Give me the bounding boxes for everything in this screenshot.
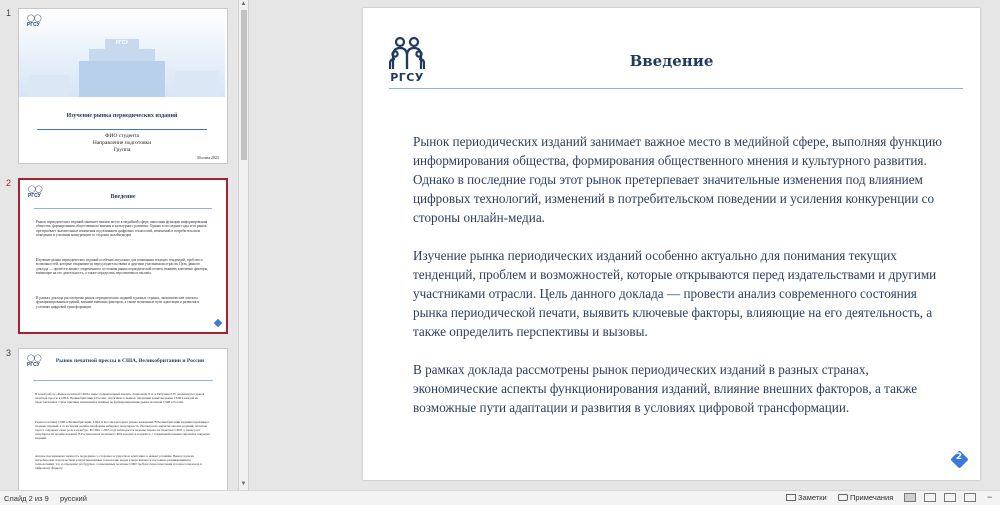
logo-people-icon: ◯◯ — [27, 355, 41, 362]
body-paragraph: В рамках доклада рассмотрены рынок периодических изданий в разных странах, экономические аспекты функционирования изданий, влияние внешних факторов, а также возможные пути адаптации и развития в условиях цифровой трансформации. — [413, 362, 918, 415]
comments-icon — [838, 494, 848, 501]
page-number-badge — [950, 450, 968, 468]
scrollbar-thumb[interactable] — [241, 10, 247, 160]
slide-canvas[interactable] — [363, 8, 980, 480]
body-paragraph: Изучение рынка периодических изданий особенно актуально для понимания текущих тенденций, проблем и возможностей, которые открываются перед издательствами и другими участниками отрасли. Цель данного доклада — провести анализ современного состояния рынка периодической печати, выявить ключевые факторы, влияющие на его деятельность, а также определить перспективы и вызовы. — [413, 248, 937, 339]
thumb-paragraph: Рынок периодических изданий занимает важное место в медийной сфере, выполняя функцию информирования общества, формирования общественного мнения и культурного развития. Однако в последние годы этот рынок претерпевает значительные изменения под влиянием цифровых технологий, изменений в потребительском поведении и усиления конкуренции со стороны онлайн-медиа. — [36, 220, 208, 238]
thumb-meta: ФИО студента Направление подготовки Группа — [92, 133, 152, 153]
status-bar — [0, 490, 1000, 505]
normal-view-icon[interactable] — [904, 493, 916, 502]
notes-icon — [786, 494, 796, 501]
slideshow-icon[interactable] — [964, 493, 976, 502]
reading-view-icon[interactable] — [944, 493, 956, 502]
thumb-logo: ◯◯ РГСУ — [27, 15, 41, 28]
zoom-out-icon[interactable]: − — [987, 492, 993, 502]
body-paragraph: Рынок периодических изданий занимает важное место в медийной сфере, выполняя функцию информирования общества, формирования общественного мнения и культурного развития. Однако в последние годы этот рынок претерпевает значительные изменения под влиянием цифровых технологий, изменений в потребительском поведении и усиления конкуренции со стороны онлайн-медиа. — [413, 134, 942, 225]
title-divider — [389, 88, 963, 89]
scroll-up-icon[interactable]: ▲ — [240, 1, 247, 7]
slide-thumbnail-pane[interactable] — [0, 0, 238, 490]
divider — [33, 380, 213, 381]
thumb-paragraph: В своей работе «Рынок печатной СМИ в мире: сравнительный анализ» Ларионова Л.А. и Рябухина Е.Н. анализируют рынок печатной прессы в США, Великобритании и России, затрагивая основные тенденции развития рынка СМИ в каждой из представленных стран, причины изменений и влияние на функционирование рынка печатной СМИ в России. — [35, 392, 205, 404]
thumbnail-number-1: 1 — [6, 8, 12, 18]
comments-button[interactable]: Примечания — [838, 493, 893, 502]
divider — [37, 129, 207, 130]
scroll-down-icon[interactable]: ▼ — [240, 481, 247, 487]
logo-people-icon: ◯◯ — [28, 186, 42, 193]
thumbnail-number-3: 3 — [6, 348, 12, 358]
thumb-title: Изучение рынка периодических изданий — [66, 113, 178, 119]
sorter-view-icon[interactable] — [924, 493, 936, 502]
logo-people-icon: ◯◯ — [27, 15, 41, 22]
logo-text: РГСУ — [390, 71, 424, 84]
page-number: 2 — [955, 452, 963, 462]
thumb-city: Москва 2025 — [197, 155, 219, 160]
slide-counter: Слайд 2 из 9 — [4, 494, 49, 503]
slide-thumbnail-1[interactable] — [18, 8, 228, 164]
slide-thumbnail-2[interactable] — [18, 178, 228, 334]
thumb-paragraph: Авторы подчеркивают важность поддержки со стороны государства и адаптацию к новым условиям. Вывод: всем их потребителям, издательствам и интегрированные технологии, медиа в мире являются постоянно развивающимися технологиями, что и определяет их будущее. Современные печатные СМИ требуют переосмысления и полного перехода к цифровому формату. — [35, 454, 202, 470]
notes-button[interactable]: Заметки — [786, 493, 827, 502]
divider — [34, 208, 212, 209]
banner-building-text: РГСУ — [115, 40, 129, 46]
slide-thumbnail-3[interactable] — [18, 348, 228, 490]
language-indicator[interactable]: русский — [60, 494, 87, 503]
thumb-paragraph: Изучение рынка периодических изданий особенно актуально для понимания текущих тенденций, проблем и возможностей, которые открываются перед издательствами и другими участниками отрасли. Цель данного доклада — провести анализ современного состояния рынка периодической печати, выявить ключевые факторы, влияющие на его деятельность, а также определить перспективы и вызовы. — [36, 258, 209, 276]
thumb-paragraph: Рынок печатных СМИ в Великобритании, США и России претерпел резкие изменения. В Великобритании издания переживают падение тиражей, в то же время онлайн-платформы набирают популярность. Несмотря на закрытие многих изданий, печатная пресса сохраняет свою роль в культуре. В США с 2005 года наблюдается падение тиража на печатные СМИ, а также рост популярности онлайн-изданий. В России рынок печатных СМИ находится в кризисе, с тенденцией падения тиражей и закрытия изданий. — [35, 420, 210, 440]
slide-title[interactable]: Введение — [629, 52, 714, 70]
thumb-paragraph: В рамках доклада рассмотрены рынок периодических изданий в разных странах, экономические аспекты функционирования изданий, влияние внешних факторов, а также возможные пути адаптации и развития в условиях цифровой трансформации. — [36, 296, 200, 309]
thumb-title: Рынок печатной прессы в США, Великобритании и России — [55, 358, 205, 364]
page-badge-icon — [214, 319, 222, 327]
thumb-title: Введение — [110, 194, 136, 200]
slide-editor[interactable] — [250, 0, 1000, 490]
thumb-logo: ◯◯ РГСУ — [28, 186, 42, 199]
thumbnail-scrollbar[interactable] — [238, 0, 249, 490]
title-banner-image — [19, 9, 225, 97]
thumbnail-number-2: 2 — [6, 178, 12, 188]
slide-body-text[interactable] — [413, 132, 953, 436]
thumb-logo: ◯◯ РГСУ — [27, 355, 41, 368]
